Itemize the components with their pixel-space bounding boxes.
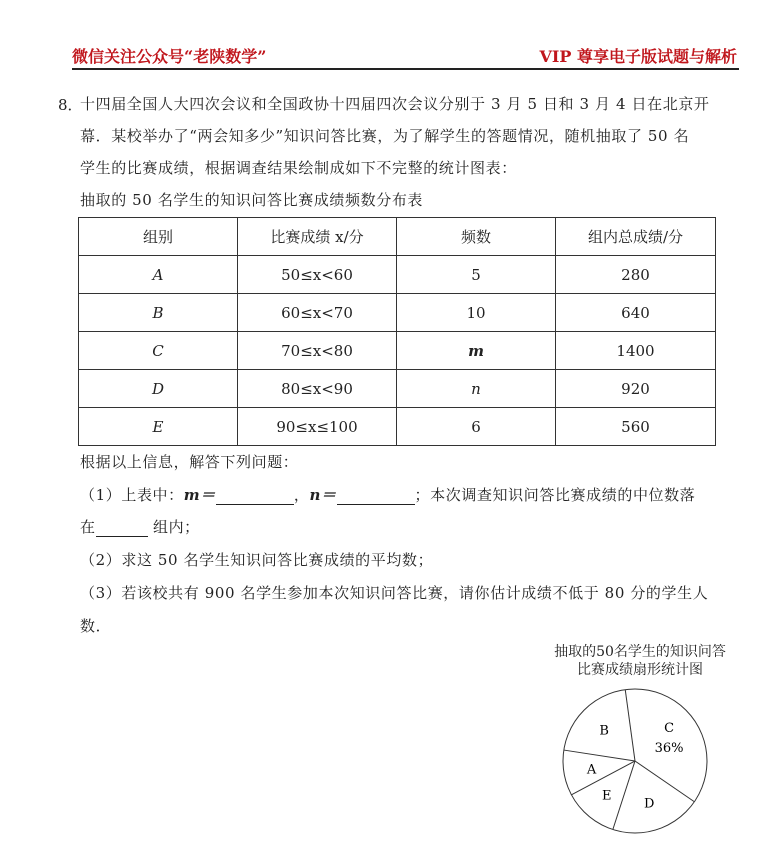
part-1-tail: ；本次调查知识问答比赛成绩的中位数落 (414, 486, 696, 504)
pie-title (530, 643, 750, 679)
table-row (79, 370, 716, 408)
cell-group: D (79, 370, 238, 408)
cell-range: 70≤x<80 (238, 332, 397, 370)
cell-freq: 6 (397, 408, 556, 446)
pie-label-c-percent: 36% (654, 740, 684, 756)
cell-freq: n (397, 370, 556, 408)
part-1-line-1: （1）上表中：m＝ ，n＝ ；本次调查知识问答比赛成绩的中位数落 (80, 486, 696, 504)
header-vip-note: VIP 尊享电子版试题与解析 (539, 47, 737, 66)
pie-title-line-2: 比赛成绩扇形统计图 (577, 662, 703, 678)
cell-range: 80≤x<90 (238, 370, 397, 408)
table-row (79, 332, 716, 370)
intro-line-1: 十四届全国人大四次会议和全国政协十四届四次会议分别于 3 月 5 日和 3 月 4 日在北京开 (80, 95, 710, 113)
cell-range: 50≤x<60 (238, 256, 397, 294)
cell-group: E (79, 408, 238, 446)
cell-group: B (79, 294, 238, 332)
header-frequency: 频数 (397, 218, 556, 256)
cell-freq: m (397, 332, 556, 370)
page-header (72, 44, 739, 70)
pie-label-d: D (643, 796, 655, 812)
intro-line-2: 幕．某校举办了“两会知多少”知识问答比赛，为了解学生的答题情况，随机抽取了 50 名 (80, 127, 690, 145)
cell-group: A (79, 256, 238, 294)
answer-lead: 根据以上信息，解答下列问题： (80, 453, 299, 471)
frequency-table (78, 217, 716, 446)
intro-line-3: 学生的比赛成绩，根据调查结果绘制成如下不完整的统计图表： (80, 159, 517, 177)
cell-total: 560 (556, 408, 716, 446)
table-title: 抽取的 50 名学生的知识问答比赛成绩频数分布表 (80, 191, 424, 209)
cell-total: 920 (556, 370, 716, 408)
part-2: （2）求这 50 名学生知识问答比赛成绩的平均数； (80, 551, 434, 569)
part-3-line-1: （3）若该校共有 900 名学生参加本次知识问答比赛，请你估计成绩不低于 80 分的学生人 (80, 584, 709, 602)
question-number: 8． (58, 96, 83, 114)
part-1-group: 组内； (152, 518, 200, 536)
header-wechat-note: 微信关注公众号“老陕数学” (72, 47, 267, 66)
m-label: m＝ (183, 486, 216, 504)
pie-label-a: A (586, 762, 597, 778)
header-score: 比赛成绩 x/分 (238, 218, 397, 256)
cell-total: 640 (556, 294, 716, 332)
table-header-row (79, 218, 716, 256)
table-row (79, 408, 716, 446)
cell-total: 1400 (556, 332, 716, 370)
pie-chart (560, 686, 710, 836)
pie-title-line-1: 抽取的50名学生的知识问答 (554, 644, 726, 660)
m-answer-blank[interactable] (216, 488, 294, 505)
part-1-label: （1）上表中： (80, 486, 184, 504)
part-3-line-2: 数． (80, 617, 112, 635)
header-group: 组别 (79, 218, 238, 256)
cell-range: 60≤x<70 (238, 294, 397, 332)
pie-label-e: E (601, 788, 612, 804)
pie-label-b: B (599, 723, 609, 739)
cell-range: 90≤x≤100 (238, 408, 397, 446)
table-row (79, 256, 716, 294)
pie-label-c: C (664, 720, 675, 736)
part-1-in: 在 (80, 518, 96, 536)
cell-freq: 10 (397, 294, 556, 332)
n-answer-blank[interactable] (337, 488, 415, 505)
cell-freq: 5 (397, 256, 556, 294)
part-1-line-2 (80, 517, 200, 537)
cell-total: 280 (556, 256, 716, 294)
n-label: n＝ (309, 486, 337, 504)
median-group-blank[interactable] (96, 520, 148, 537)
table-row (79, 294, 716, 332)
header-total: 组内总成绩/分 (556, 218, 716, 256)
cell-group: C (79, 332, 238, 370)
